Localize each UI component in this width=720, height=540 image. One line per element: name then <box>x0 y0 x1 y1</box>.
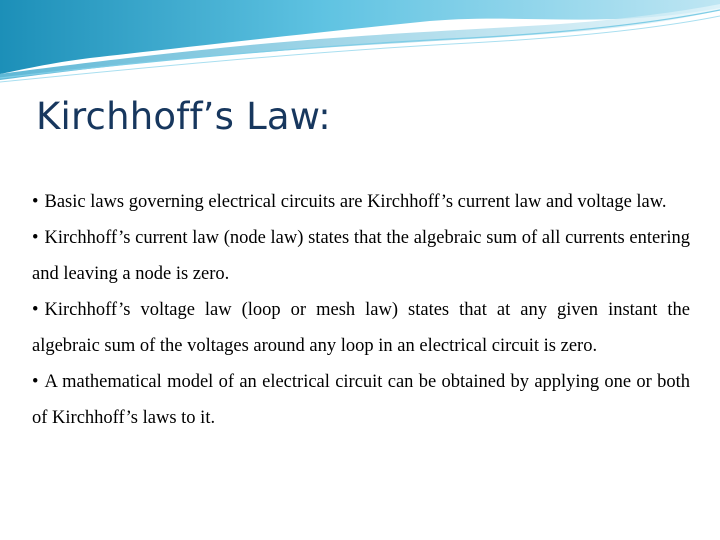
bullet-text: A mathematical model of an electrical circuit can be obtained by applying one or both of Kirchhoff’s laws to it. <box>32 372 690 428</box>
bullet-marker: • <box>32 192 39 212</box>
bullet-list <box>32 184 690 436</box>
slide-title: Kirchhoff’s Law: <box>36 95 331 138</box>
bullet-marker: • <box>32 228 39 248</box>
bullet-text: Kirchhoff’s voltage law (loop or mesh law) states that at any given instant the algebraic sum of the voltages around any loop in an electrical circuit is zero. <box>32 300 690 356</box>
bullet-item <box>32 292 690 364</box>
bullet-item <box>32 364 690 436</box>
bullet-marker: • <box>32 372 39 392</box>
bullet-item <box>32 220 690 292</box>
bullet-text: Kirchhoff’s current law (node law) states that the algebraic sum of all currents entering and leaving a node is zero. <box>32 228 690 284</box>
bullet-item <box>32 184 690 220</box>
bullet-marker: • <box>32 300 39 320</box>
header-wave-decoration <box>0 0 720 90</box>
bullet-text: Basic laws governing electrical circuits are Kirchhoff’s current law and voltage law. <box>44 192 667 212</box>
